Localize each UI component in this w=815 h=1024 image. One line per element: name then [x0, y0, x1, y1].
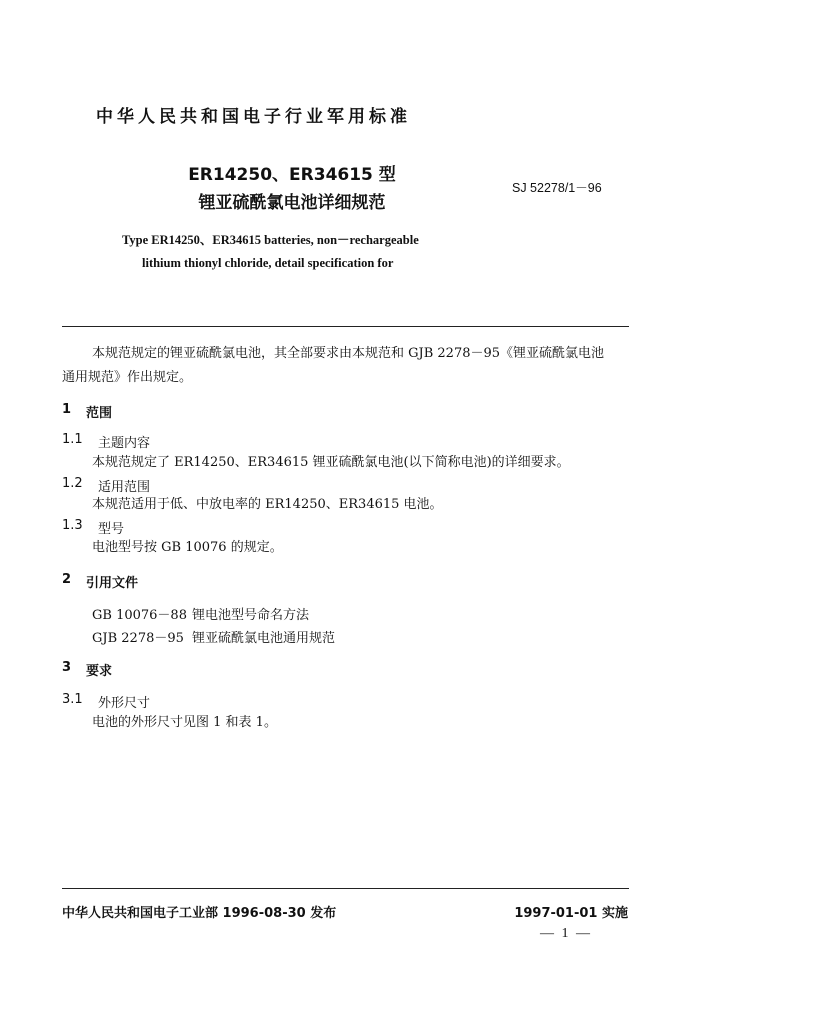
- section-1-2-title: 适用范围: [98, 480, 151, 495]
- reference-title: 锂电池型号命名方法: [192, 608, 310, 623]
- section-1-3-number: 1.3: [62, 518, 83, 533]
- standard-code: SJ 52278/1－96: [512, 181, 602, 195]
- section-2-title: 引用文件: [86, 576, 139, 591]
- standard-series-title: 中华人民共和国电子行业军用标准: [96, 107, 411, 127]
- section-1-3-title: 型号: [98, 522, 125, 537]
- document-title-line-1: ER14250、ER34615 型: [188, 165, 396, 185]
- issuer-date: 中华人民共和国电子工业部 1996-08-30 发布: [62, 906, 337, 921]
- section-3-number: 3: [62, 660, 72, 675]
- section-3-title: 要求: [86, 664, 113, 679]
- english-title-line-1: Type ER14250、ER34615 batteries, non－rechargeable: [122, 233, 419, 247]
- section-1-2-text: 本规范适用于低、中放电率的 ER14250、ER34615 电池。: [92, 497, 443, 512]
- section-1-number: 1: [62, 402, 72, 417]
- section-3-1-text: 电池的外形尺寸见图 1 和表 1。: [92, 715, 277, 730]
- header-divider: [62, 326, 629, 327]
- section-1-title: 范围: [86, 406, 113, 421]
- section-1-2-number: 1.2: [62, 476, 83, 491]
- section-1-3-text: 电池型号按 GB 10076 的规定。: [92, 540, 283, 555]
- effective-date: 1997-01-01 实施: [514, 906, 628, 921]
- section-3-1-title: 外形尺寸: [98, 696, 151, 711]
- section-2-number: 2: [62, 572, 72, 587]
- section-1-1-text: 本规范规定了 ER14250、ER34615 锂亚硫酰氯电池(以下简称电池)的详细要求。: [92, 455, 570, 470]
- reference-code: GJB 2278－95: [92, 631, 184, 646]
- document-title-line-2: 锂亚硫酰氯电池详细规范: [198, 193, 386, 213]
- section-1-1-title: 主题内容: [98, 436, 151, 451]
- intro-line-1: 本规范规定的锂亚硫酰氯电池，其全部要求由本规范和 GJB 2278－95《锂亚硫酰氯电池: [92, 346, 605, 361]
- footer-divider: [62, 888, 629, 889]
- english-title-line-2: lithium thionyl chloride, detail specification for: [142, 256, 394, 270]
- section-1-1-number: 1.1: [62, 432, 83, 447]
- reference-title: 锂亚硫酰氯电池通用规范: [192, 631, 336, 646]
- intro-line-2: 通用规范》作出规定。: [62, 370, 193, 385]
- section-3-1-number: 3.1: [62, 692, 83, 707]
- reference-code: GB 10076－88: [92, 608, 187, 623]
- page-number: — 1 —: [540, 926, 592, 941]
